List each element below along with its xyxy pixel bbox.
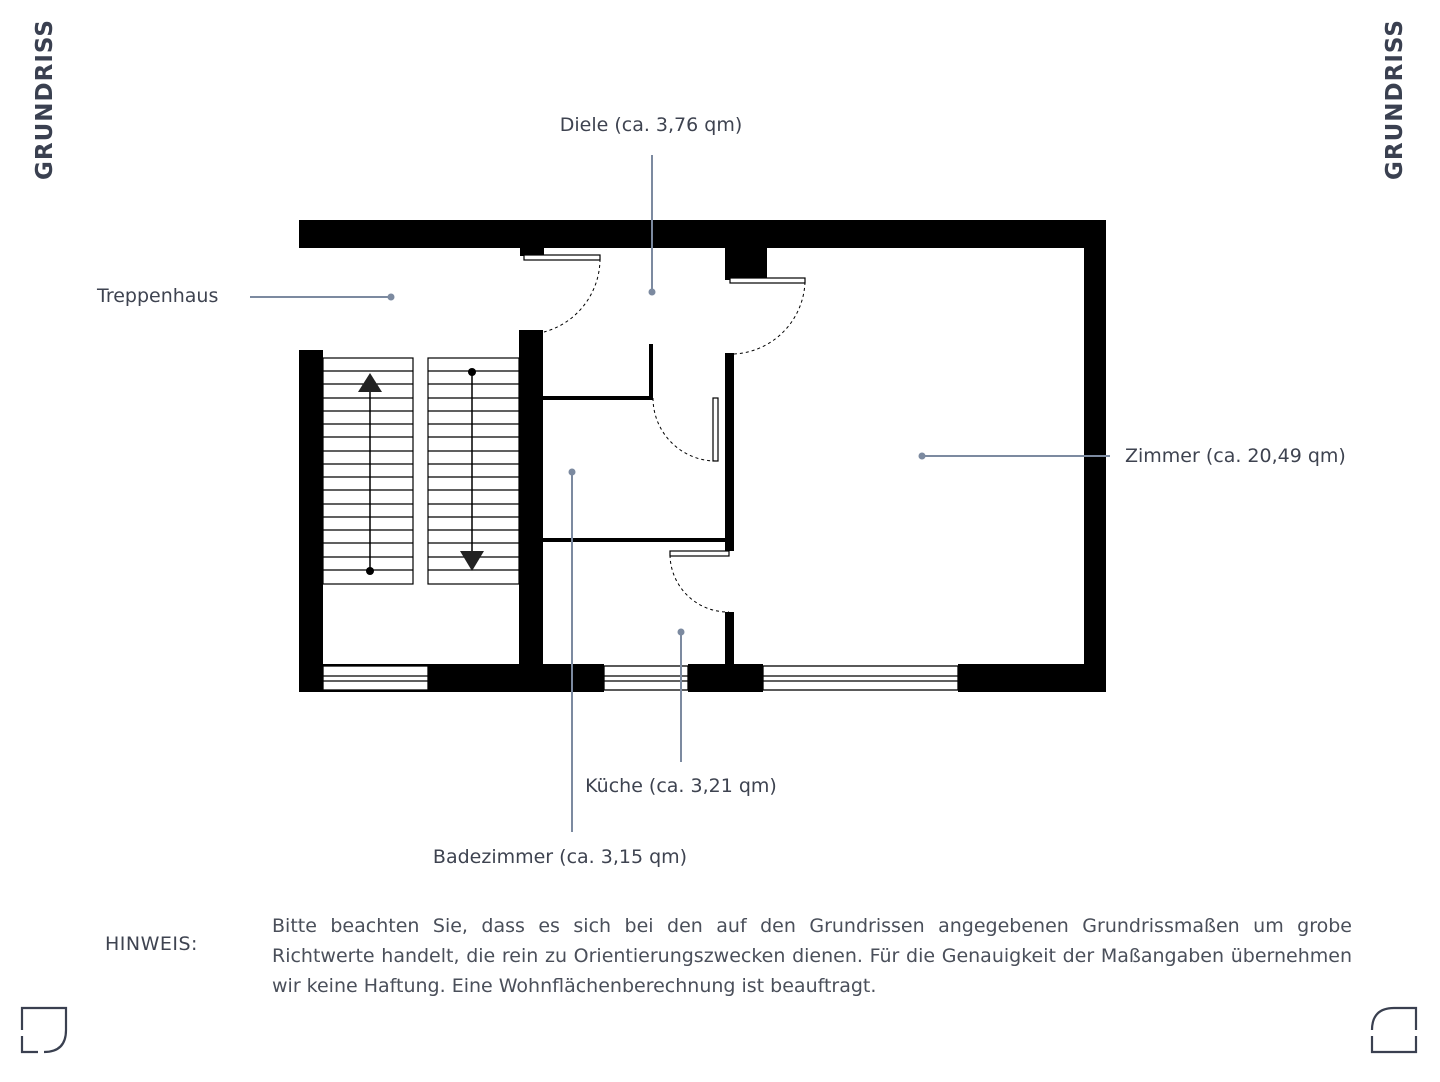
wall-room-partition-upper xyxy=(725,353,734,551)
door-stair-hall xyxy=(524,255,600,332)
window-bath xyxy=(604,666,688,690)
stair-flight-down xyxy=(428,358,519,584)
corner-bracket-icon xyxy=(1370,1006,1418,1054)
room-label-text: Zimmer (ca. 20,49 qm) xyxy=(1125,445,1346,467)
side-title-left: GRUNDRISS xyxy=(32,19,58,181)
wall-room-partition-lower xyxy=(725,612,734,664)
stair-flight-up xyxy=(323,358,413,584)
note-label: HINWEIS: xyxy=(105,933,198,955)
note-text: Bitte beachten Sie, dass es sich bei den auf den Grundrissen angegebenen Grundrissmaßen um grobe Richtwerte handelt, die rein zu Orientierungszwecken dienen. Für die Genauigkeit der Maßangaben übernehmen wir keine Haftung. Eine Wohnflächenberechnung ist beauftragt. xyxy=(272,915,1352,997)
side-title-right: GRUNDRISS xyxy=(1382,19,1408,181)
wall-stair-right xyxy=(519,330,543,664)
room-label-diele xyxy=(560,114,743,296)
room-label-text: Treppenhaus xyxy=(97,285,219,307)
wall-bottom-3 xyxy=(688,664,763,692)
door-bath xyxy=(653,398,718,461)
room-label-zimmer xyxy=(919,445,1346,467)
wall-top xyxy=(299,220,1106,248)
room-label-kueche xyxy=(585,629,777,798)
room-label-text: Badezimmer (ca. 3,15 qm) xyxy=(432,846,688,868)
wall-left xyxy=(299,350,323,692)
room-label-text: Diele (ca. 3,76 qm) xyxy=(559,114,743,136)
door-room xyxy=(730,278,805,354)
wall-bottom-4 xyxy=(958,664,1106,692)
door-kitchen xyxy=(670,551,729,612)
room-label-text: Küche (ca. 3,21 qm) xyxy=(585,775,777,797)
window-room xyxy=(763,666,958,690)
window-stair xyxy=(323,666,428,690)
room-label-treppenhaus xyxy=(96,285,395,307)
wall-bottom-2 xyxy=(428,664,604,692)
arrow-down-icon xyxy=(460,551,484,571)
wall-pillar-room xyxy=(725,246,767,280)
corner-bracket-icon xyxy=(20,1006,68,1054)
arrow-up-icon xyxy=(358,373,382,392)
